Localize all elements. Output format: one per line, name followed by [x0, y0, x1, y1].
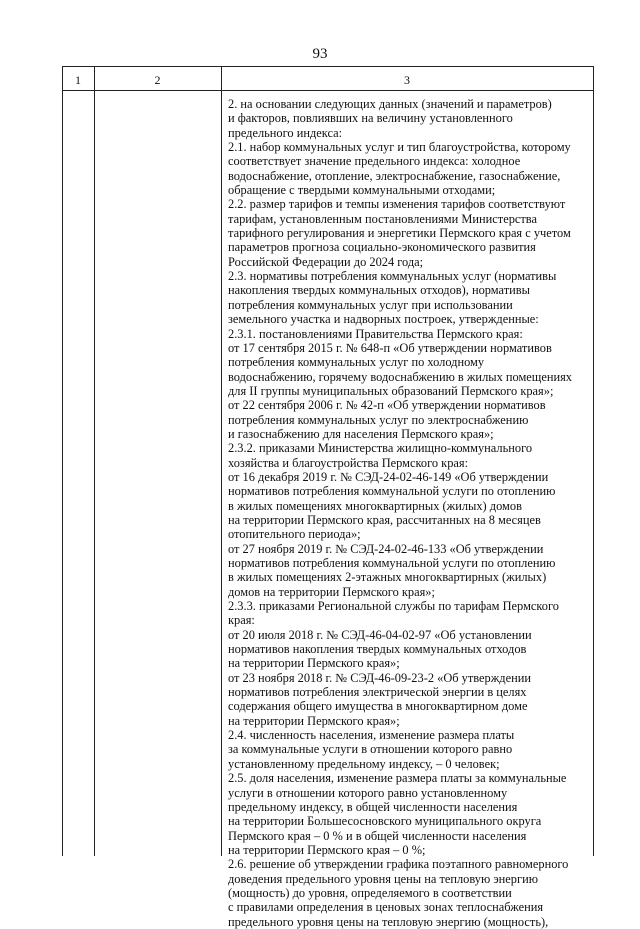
text-line: накопления твердых коммунальных отходов), нормативы: [228, 283, 530, 298]
table-left-border: [62, 66, 63, 856]
text-line: от 22 сентября 2006 г. № 42-п «Об утверждении нормативов: [228, 398, 546, 413]
text-line: от 27 ноября 2019 г. № СЭД-24-02-46-133 «Об утверждении: [228, 541, 544, 556]
text-line: (мощность) до уровня, определяемого в соответствии: [228, 885, 512, 900]
text-line: земельного участка и надворных построек, утвержденные:: [228, 312, 539, 327]
column-3-content: [228, 97, 590, 929]
text-line: от 16 декабря 2019 г. № СЭД-24-02-46-149 «Об утверждении: [228, 469, 549, 484]
page-number: 93: [312, 46, 328, 62]
column-divider-1: [94, 66, 95, 856]
header-col-1: 1: [75, 73, 81, 87]
text-line: хозяйства и благоустройства Пермского края:: [228, 455, 469, 470]
text-line: 2.3.2. приказами Министерства жилищно-коммунального: [228, 441, 533, 456]
text-line: 2.6. решение об утверждении графика поэтапного равномерного: [228, 857, 569, 872]
text-line: нормативов потребления коммунальной услуги по отоплению: [228, 484, 556, 499]
text-line: услуги в отношении которого равно установленному: [228, 785, 508, 800]
text-line: 2. на основании следующих данных (значений и параметров): [228, 97, 552, 111]
text-line: нормативов потребления коммунальной услуги по отоплению: [228, 556, 556, 570]
text-line: с правилами определения в ценовых зонах теплоснабжения: [228, 900, 544, 915]
text-line: 2.5. доля населения, изменение размера платы за коммунальные: [228, 771, 567, 786]
text-line: от 20 июля 2018 г. № СЭД-46-04-02-97 «Об установлении: [228, 627, 532, 642]
column-divider-2: [221, 66, 222, 856]
text-line: для II группы муниципальных образований Пермского края»;: [228, 383, 554, 398]
text-line: 2.3.3. приказами Региональной службы по тарифам Пермского: [228, 599, 559, 614]
header-bottom-border: [62, 90, 594, 91]
text-line: предельного индекса:: [228, 125, 343, 140]
text-line: нормативов потребления электрической энергии в целях: [228, 685, 527, 700]
text-line: на территории Пермского края»;: [228, 656, 400, 671]
text-line: на территории Пермского края»;: [228, 713, 400, 728]
text-line: нормативов накопления твердых коммунальных отходов: [228, 642, 527, 657]
text-line: водоснабжение, отопление, электроснабжение, газоснабжение,: [228, 168, 561, 183]
text-line: домов на территории Пермского края»;: [228, 584, 435, 599]
text-line: на территории Пермского края, рассчитанных на 8 месяцев: [228, 512, 541, 527]
text-line: потребления коммунальных услуг при использовании: [228, 297, 513, 312]
text-line: потребления коммунальных услуг по электроснабжению: [228, 412, 529, 427]
text-line: в жилых помещениях многоквартирных (жилых) домов: [228, 498, 522, 513]
text-line: параметров прогноза социально-экономического развития: [228, 240, 536, 255]
text-line: предельного уровня цены на тепловую энергию (мощность),: [228, 914, 549, 929]
text-line: доведения предельного уровня цены на тепловую энергию: [228, 871, 538, 886]
text-line: отопительного периода»;: [228, 527, 361, 542]
text-line: водоснабжению, горячему водоснабжению в жилых помещениях: [228, 369, 572, 384]
text-line: Пермского края – 0 % и в общей численности населения: [228, 828, 527, 843]
header-col-3: 3: [404, 73, 410, 87]
text-line: 2.3.1. постановлениями Правительства Пермского края:: [228, 326, 523, 341]
text-line: 2.2. размер тарифов и темпы изменения тарифов соответствуют: [228, 197, 566, 212]
text-line: за коммунальные услуги в отношении которого равно: [228, 742, 513, 757]
text-line: и газоснабжению для населения Пермского края»;: [228, 426, 494, 441]
table-right-border: [593, 66, 594, 856]
text-line: от 23 ноября 2018 г. № СЭД-46-09-23-2 «Об утверждении: [228, 670, 532, 685]
text-line: соответствует значение предельного индекса: холодное: [228, 154, 521, 169]
text-line: на территории Пермского края – 0 %;: [228, 842, 426, 857]
text-line: содержания общего имущества в многоквартирном доме: [228, 699, 528, 714]
text-line: 2.3. нормативы потребления коммунальных услуг (нормативы: [228, 269, 557, 284]
text-line: 2.4. численность населения, изменение размера платы: [228, 728, 515, 743]
text-line: на территории Большесосновского муниципального округа: [228, 814, 542, 829]
text-line: 2.1. набор коммунальных услуг и тип благоустройства, которому: [228, 140, 571, 155]
text-line: от 17 сентября 2015 г. № 648-п «Об утверждении нормативов: [228, 340, 552, 355]
text-line: обращение с твердыми коммунальными отходами;: [228, 183, 496, 198]
table-top-border: [62, 66, 594, 67]
text-line: тарифного регулирования и энергетики Пермского края с учетом: [228, 226, 571, 241]
header-col-2: 2: [154, 73, 161, 87]
text-line: края:: [228, 613, 255, 628]
text-line: тарифам, установленным постановлениями Министерства: [228, 211, 537, 226]
text-line: установленному предельному индексу, – 0 человек;: [228, 756, 500, 771]
text-line: и факторов, повлиявших на величину установленного: [228, 111, 513, 126]
text-line: Российской Федерации до 2024 года;: [228, 254, 424, 269]
text-line: предельному индексу, в общей численности населения: [228, 799, 518, 814]
text-line: потребления коммунальных услуг по холодному: [228, 355, 485, 370]
text-line: в жилых помещениях 2-этажных многоквартирных (жилых): [228, 570, 547, 585]
